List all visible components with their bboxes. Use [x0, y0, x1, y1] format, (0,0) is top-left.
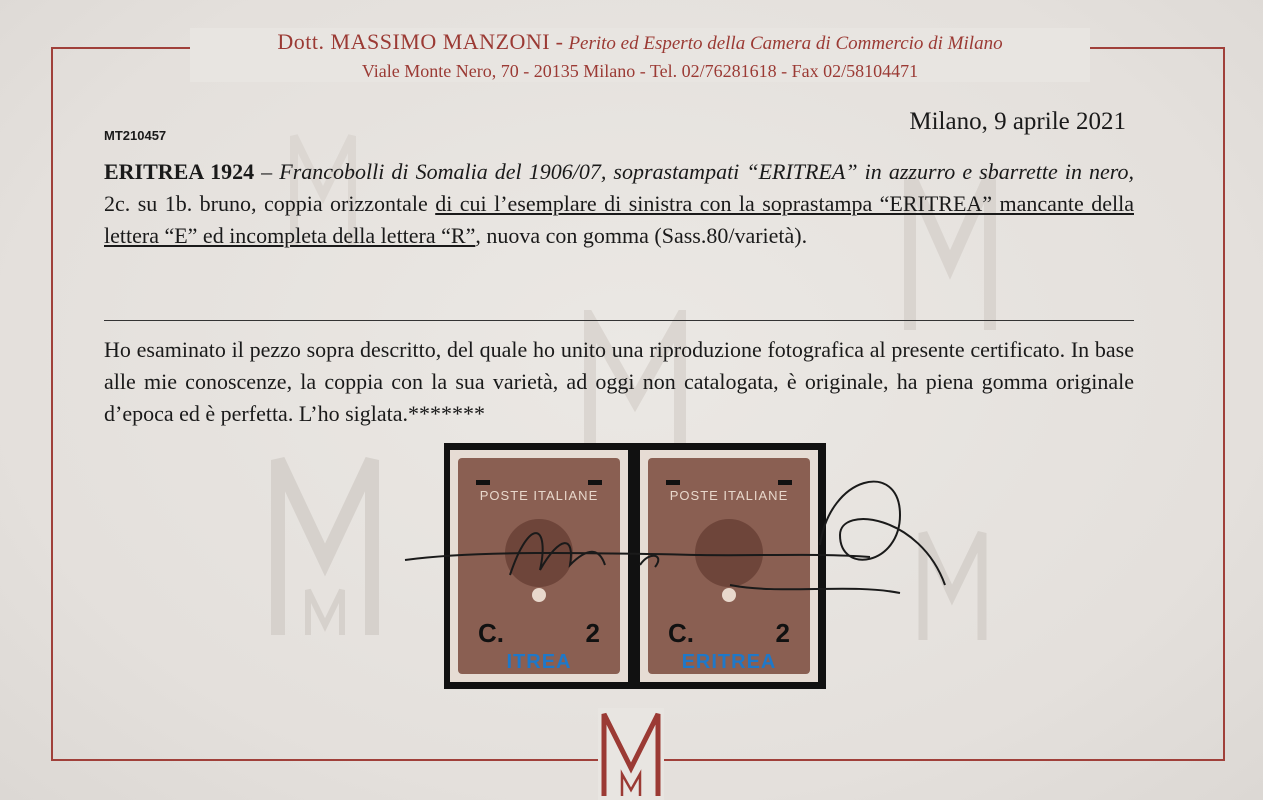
surcharge-value: 2 — [775, 618, 790, 648]
surcharge-c: C. — [478, 618, 504, 648]
certificate-date: Milano, 9 aprile 2021 — [909, 108, 1126, 135]
description-heading: ERITREA 1924 — [104, 159, 255, 184]
description-plain-1: 2c. su 1b. bruno, coppia orizzontale — [104, 191, 436, 216]
expert-statement: Ho esaminato il pezzo sopra descritto, del quale ho unito una riproduzione fotografica al presente certificato. In base alle mie conoscenze, la coppia con la sua varietà, ad oggi non catalogata, è originale, ha piena gomma originale d’epoca ed è perfetta. L’ho siglata.******* — [104, 337, 1134, 426]
item-description — [104, 156, 1134, 252]
surcharge-c: C. — [668, 618, 694, 648]
expert-address: Viale Monte Nero, 70 - 20135 Milano - Tel. 02/76281618 - Fax 02/58104471 — [361, 61, 919, 81]
description-italic: Francobolli di Somalia del 1906/07, soprastampati “ERITREA” in azzurro e sbarrette in nero, — [279, 159, 1135, 184]
overprint-text-left: ITREA — [506, 651, 572, 673]
section-divider — [104, 320, 1134, 321]
expert-header — [190, 28, 1090, 82]
description-underlined: di cui l’esemplare di sinistra con la soprastampa “ERITREA” mancante della lettera “E” ed incompleta della lettera “R” — [104, 191, 1134, 248]
handwritten-signature-icon — [400, 455, 960, 605]
description-plain-2: , nuova con gomma (Sass.80/varietà). — [475, 223, 808, 248]
header-separator: - — [550, 29, 569, 54]
overprint-text-right: ERITREA — [681, 651, 777, 673]
monogram-seal-icon — [598, 708, 664, 800]
surcharge-value: 2 — [585, 618, 600, 648]
expert-name: Dott. MASSIMO MANZONI — [277, 29, 551, 54]
certificate-number: MT210457 — [104, 128, 167, 143]
description-dash: – — [254, 159, 280, 184]
expert-role: Perito ed Esperto della Camera di Commercio di Milano — [568, 33, 1003, 54]
stamp-right-top-text: POSTE ITALIANE — [669, 488, 789, 503]
stamp-left-top-text: POSTE ITALIANE — [479, 488, 599, 503]
